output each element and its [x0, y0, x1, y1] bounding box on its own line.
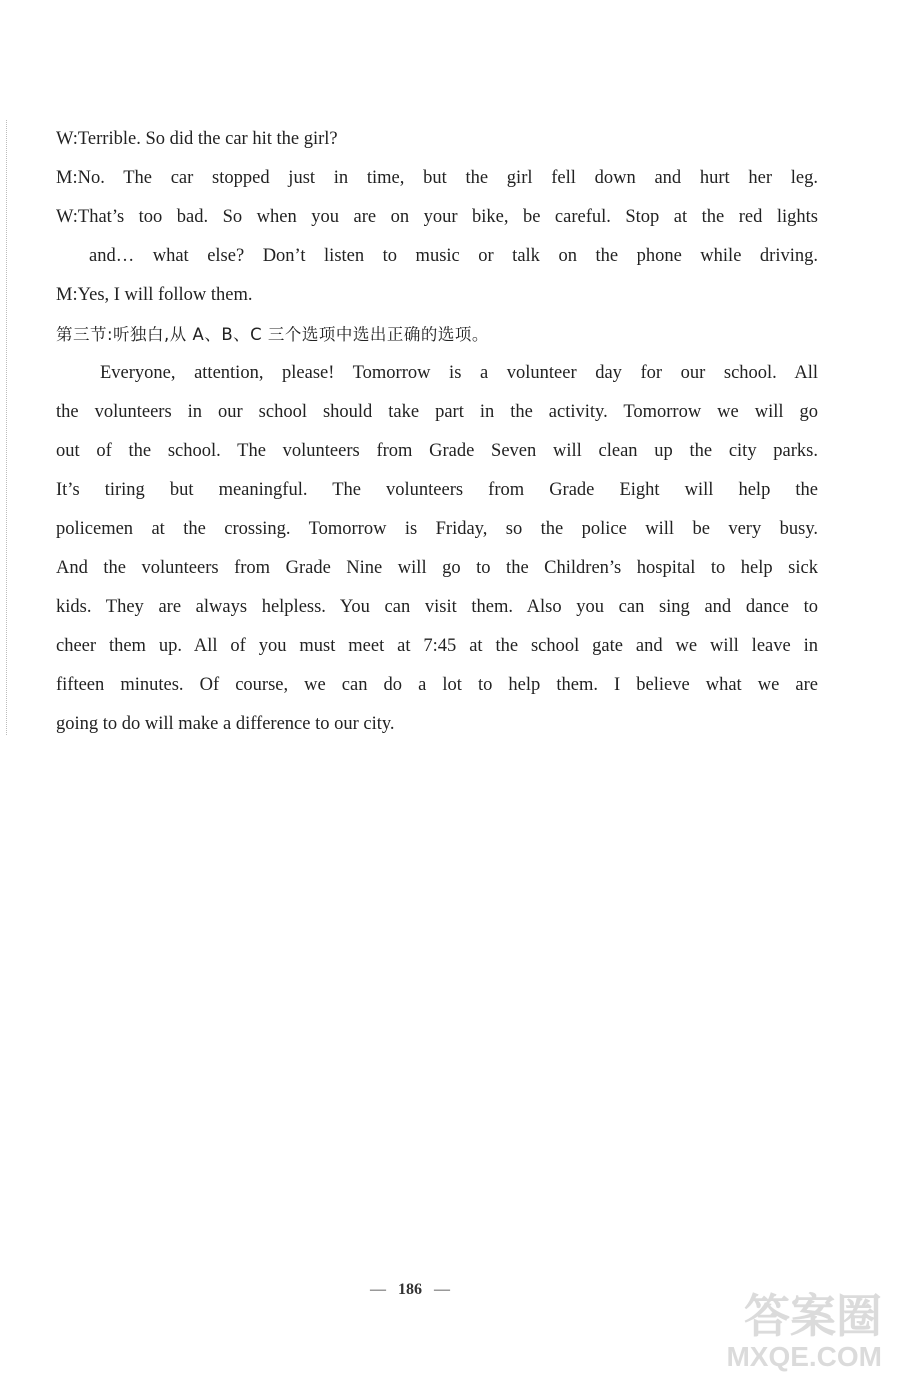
dialogue-line	[56, 159, 818, 198]
monologue-line: policemen at the crossing. Tomorrow is Friday, so the police will be very busy.	[56, 519, 818, 539]
monologue-line: It’s tiring but meaningful. The volunteers from Grade Eight will help the	[56, 480, 818, 500]
speaker-separator: :	[72, 168, 78, 188]
monologue-line: fifteen minutes. Of course, we can do a lot to help them. I believe what we are	[56, 675, 818, 695]
dialogue-text: That’s too bad. So when you are on your bike, be careful. Stop at the red lights	[77, 207, 818, 227]
monologue-line: cheer them up. All of you must meet at 7:45 at the school gate and we will leave in	[56, 636, 818, 656]
speaker-label: W	[56, 129, 73, 149]
page-number-footer	[0, 1281, 820, 1299]
monologue-line: kids. They are always helpless. You can visit them. Also you can sing and dance to	[56, 597, 818, 617]
dialogue-line	[56, 276, 818, 315]
speaker-separator: :	[72, 207, 78, 227]
section-heading: 第三节:听独白,从 A、B、C 三个选项中选出正确的选项。	[56, 325, 489, 344]
watermark-cn-text: 答案圈	[744, 1289, 882, 1343]
watermark-logo	[707, 1290, 882, 1380]
page-number-dash-right: —	[434, 1281, 450, 1298]
dialogue-text: No. The car stopped just in time, but the girl fell down and hurt her leg.	[77, 168, 818, 188]
binding-edge-dots	[6, 120, 10, 735]
monologue-line: going to do will make a difference to our city.	[56, 714, 395, 734]
watermark-en-text: MXQE.COM	[726, 1341, 882, 1372]
monologue-line: out of the school. The volunteers from Grade Seven will clean up the city parks.	[56, 441, 818, 461]
page-number: 186	[398, 1281, 422, 1298]
dialogue-line	[56, 198, 818, 237]
speaker-label: W	[56, 207, 73, 227]
monologue-line: Everyone, attention, please! Tomorrow is a volunteer day for our school. All	[100, 363, 818, 383]
monologue-line: And the volunteers from Grade Nine will go to the Children’s hospital to help sick	[56, 558, 818, 578]
transcript-content	[56, 120, 818, 744]
speaker-separator: :	[72, 129, 78, 149]
speaker-label: M	[56, 168, 73, 188]
dialogue-continuation: and… what else? Don’t listen to music or talk on the phone while driving.	[89, 246, 818, 266]
monologue-line: the volunteers in our school should take part in the activity. Tomorrow we will go	[56, 402, 818, 422]
dialogue-text: Terrible. So did the car hit the girl?	[77, 129, 338, 149]
dialogue-text: Yes, I will follow them.	[77, 285, 253, 305]
dialogue-line	[56, 120, 818, 159]
speaker-separator: :	[72, 285, 78, 305]
page-number-dash-left: —	[370, 1281, 386, 1298]
speaker-label: M	[56, 285, 73, 305]
